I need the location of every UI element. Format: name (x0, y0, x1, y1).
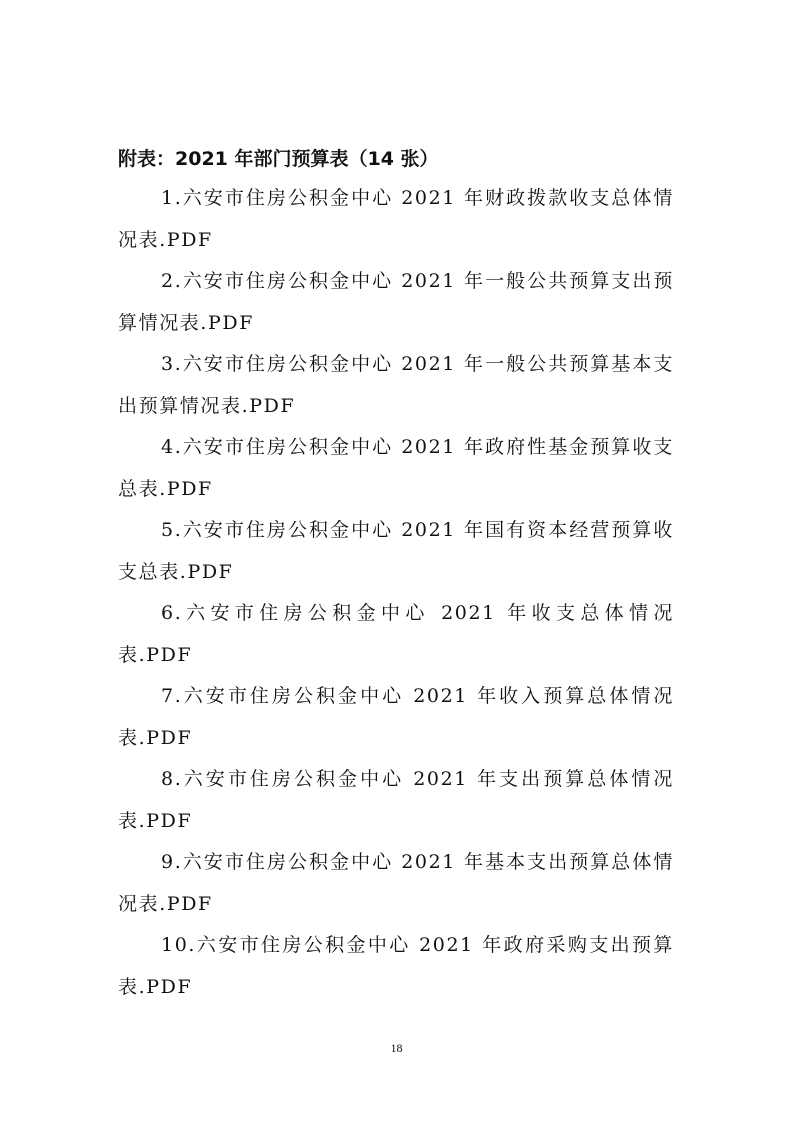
list-item-2: 2.六安市住房公积金中心 2021 年一般公共预算支出预算情况表.PDF (118, 270, 674, 334)
list-item-4: 4.六安市住房公积金中心 2021 年政府性基金预算收支总表.PDF (118, 436, 674, 500)
page-number: 18 (390, 1041, 403, 1055)
list-item-5: 5.六安市住房公积金中心 2021 年国有资本经营预算收支总表.PDF (118, 519, 674, 583)
list-item-10: 10.六安市住房公积金中心 2021 年政府采购支出预算表.PDF (118, 934, 674, 998)
list-item-9: 9.六安市住房公积金中心 2021 年基本支出预算总体情况表.PDF (118, 851, 674, 915)
appendix-heading: 附表：2021 年部门预算表（14 张） (118, 148, 439, 170)
appendix-list (118, 178, 674, 1008)
list-item-7: 7.六安市住房公积金中心 2021 年收入预算总体情况表.PDF (118, 685, 674, 749)
list-item-1: 1.六安市住房公积金中心 2021 年财政拨款收支总体情况表.PDF (118, 187, 674, 251)
list-item-3: 3.六安市住房公积金中心 2021 年一般公共预算基本支出预算情况表.PDF (118, 353, 674, 417)
list-item-6: 6.六安市住房公积金中心 2021 年收支总体情况表.PDF (118, 602, 674, 666)
list-item-8: 8.六安市住房公积金中心 2021 年支出预算总体情况表.PDF (118, 768, 674, 832)
